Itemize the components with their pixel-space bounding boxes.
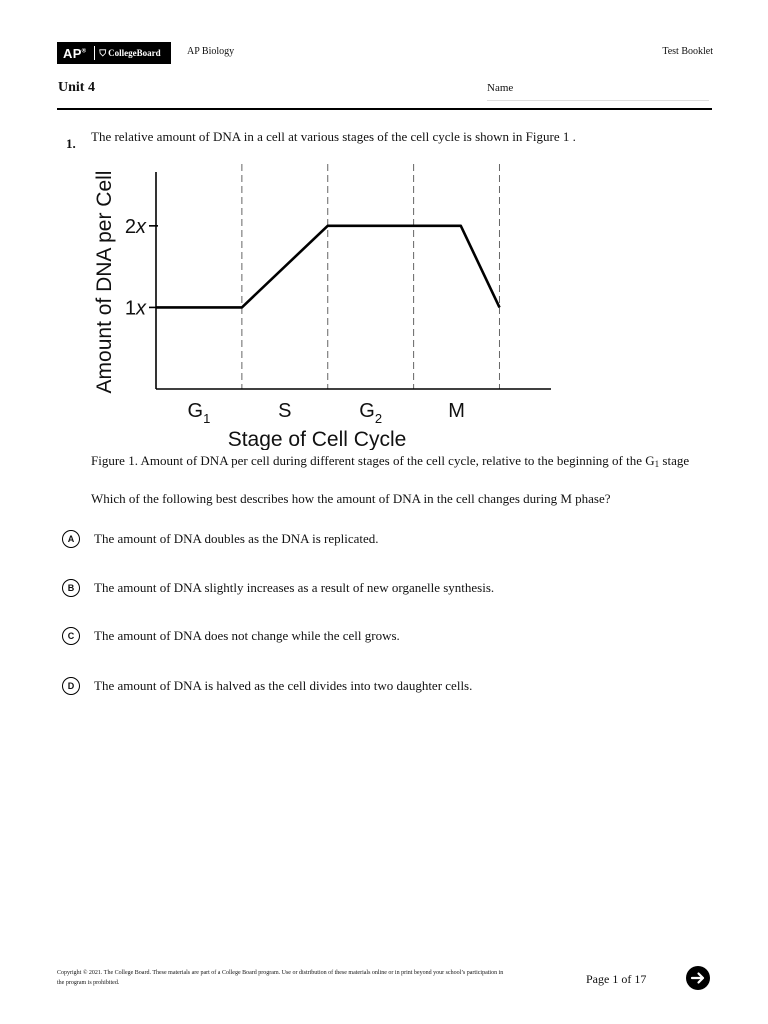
stage-label-1: $G_1$ (187, 400, 211, 426)
header-rule (57, 108, 712, 110)
course-title: AP Biology (187, 46, 235, 57)
arrow-right-icon (690, 970, 706, 986)
choice-text-c: The amount of DNA does not change while the cell grows. (94, 628, 400, 643)
chart-axes (156, 172, 551, 389)
caption-stage-g: G (645, 453, 655, 468)
answer-choice-b[interactable] (62, 579, 494, 597)
answer-choice-a[interactable] (62, 530, 379, 548)
choice-bubble-a[interactable]: A (62, 530, 80, 548)
answer-choice-d[interactable] (62, 677, 472, 695)
copyright-notice: Copyright © 2021. The College Board. These materials are part of a College Board program. Use or distribution of these materials online or in print beyond your school’s participation in the program is prohibited. (57, 970, 504, 986)
x-axis-label: Stage of Cell Cycle (227, 428, 407, 450)
booklet-label: Test Booklet (662, 46, 713, 57)
question-prompt: Which of the following best describes how the amount of DNA in the cell changes during M phase? (91, 491, 611, 506)
y-tick-group (125, 216, 158, 320)
ap-collegeboard-logo (57, 42, 171, 64)
caption-text-end: stage (659, 453, 690, 468)
logo-divider (94, 46, 95, 60)
question-number: 1. (66, 136, 76, 151)
choice-text-b: The amount of DNA slightly increases as a result of new organelle synthesis. (94, 580, 495, 595)
stage-label-4: M (448, 400, 465, 422)
dna-cell-cycle-chart (85, 140, 565, 450)
stage-label-3: $G_2$ (359, 400, 383, 426)
y-tick-label-0: 1x (124, 297, 146, 320)
caption-stage-subscript: 1 (654, 459, 660, 469)
stage-label-2: S (278, 400, 292, 422)
name-input-line[interactable] (487, 100, 709, 101)
question-stem: The relative amount of DNA in a cell at various stages of the cell cycle is shown in Figure 1 . (91, 129, 576, 144)
collegeboard-wordmark: CollegeBoard (108, 47, 161, 58)
choice-bubble-b[interactable]: B (62, 579, 80, 597)
ap-mark: AP (63, 45, 82, 61)
unit-title: Unit 4 (58, 80, 95, 95)
y-tick-label-1: 2x (124, 215, 146, 238)
next-page-button[interactable] (686, 966, 710, 990)
choice-text-d: The amount of DNA is halved as the cell divides into two daughter cells. (94, 678, 473, 693)
x-tick-group (188, 400, 465, 426)
page-number: Page 1 of 17 (586, 972, 647, 986)
stage-divider-lines (242, 164, 500, 389)
choice-bubble-d[interactable]: D (62, 677, 80, 695)
y-axis-label: Amount of DNA per Cell (93, 170, 116, 394)
acorn-shield-icon: ⛉ (99, 47, 107, 58)
name-label: Name (487, 82, 514, 94)
registered-mark: ® (81, 48, 87, 55)
answer-choice-c[interactable] (62, 627, 400, 645)
figure-caption (91, 451, 716, 474)
caption-text: Figure 1. Amount of DNA per cell during different stages of the cell cycle, relative to the beginning of the (91, 453, 646, 468)
choice-bubble-c[interactable]: C (62, 627, 80, 645)
choice-text-a: The amount of DNA doubles as the DNA is replicated. (94, 531, 379, 546)
